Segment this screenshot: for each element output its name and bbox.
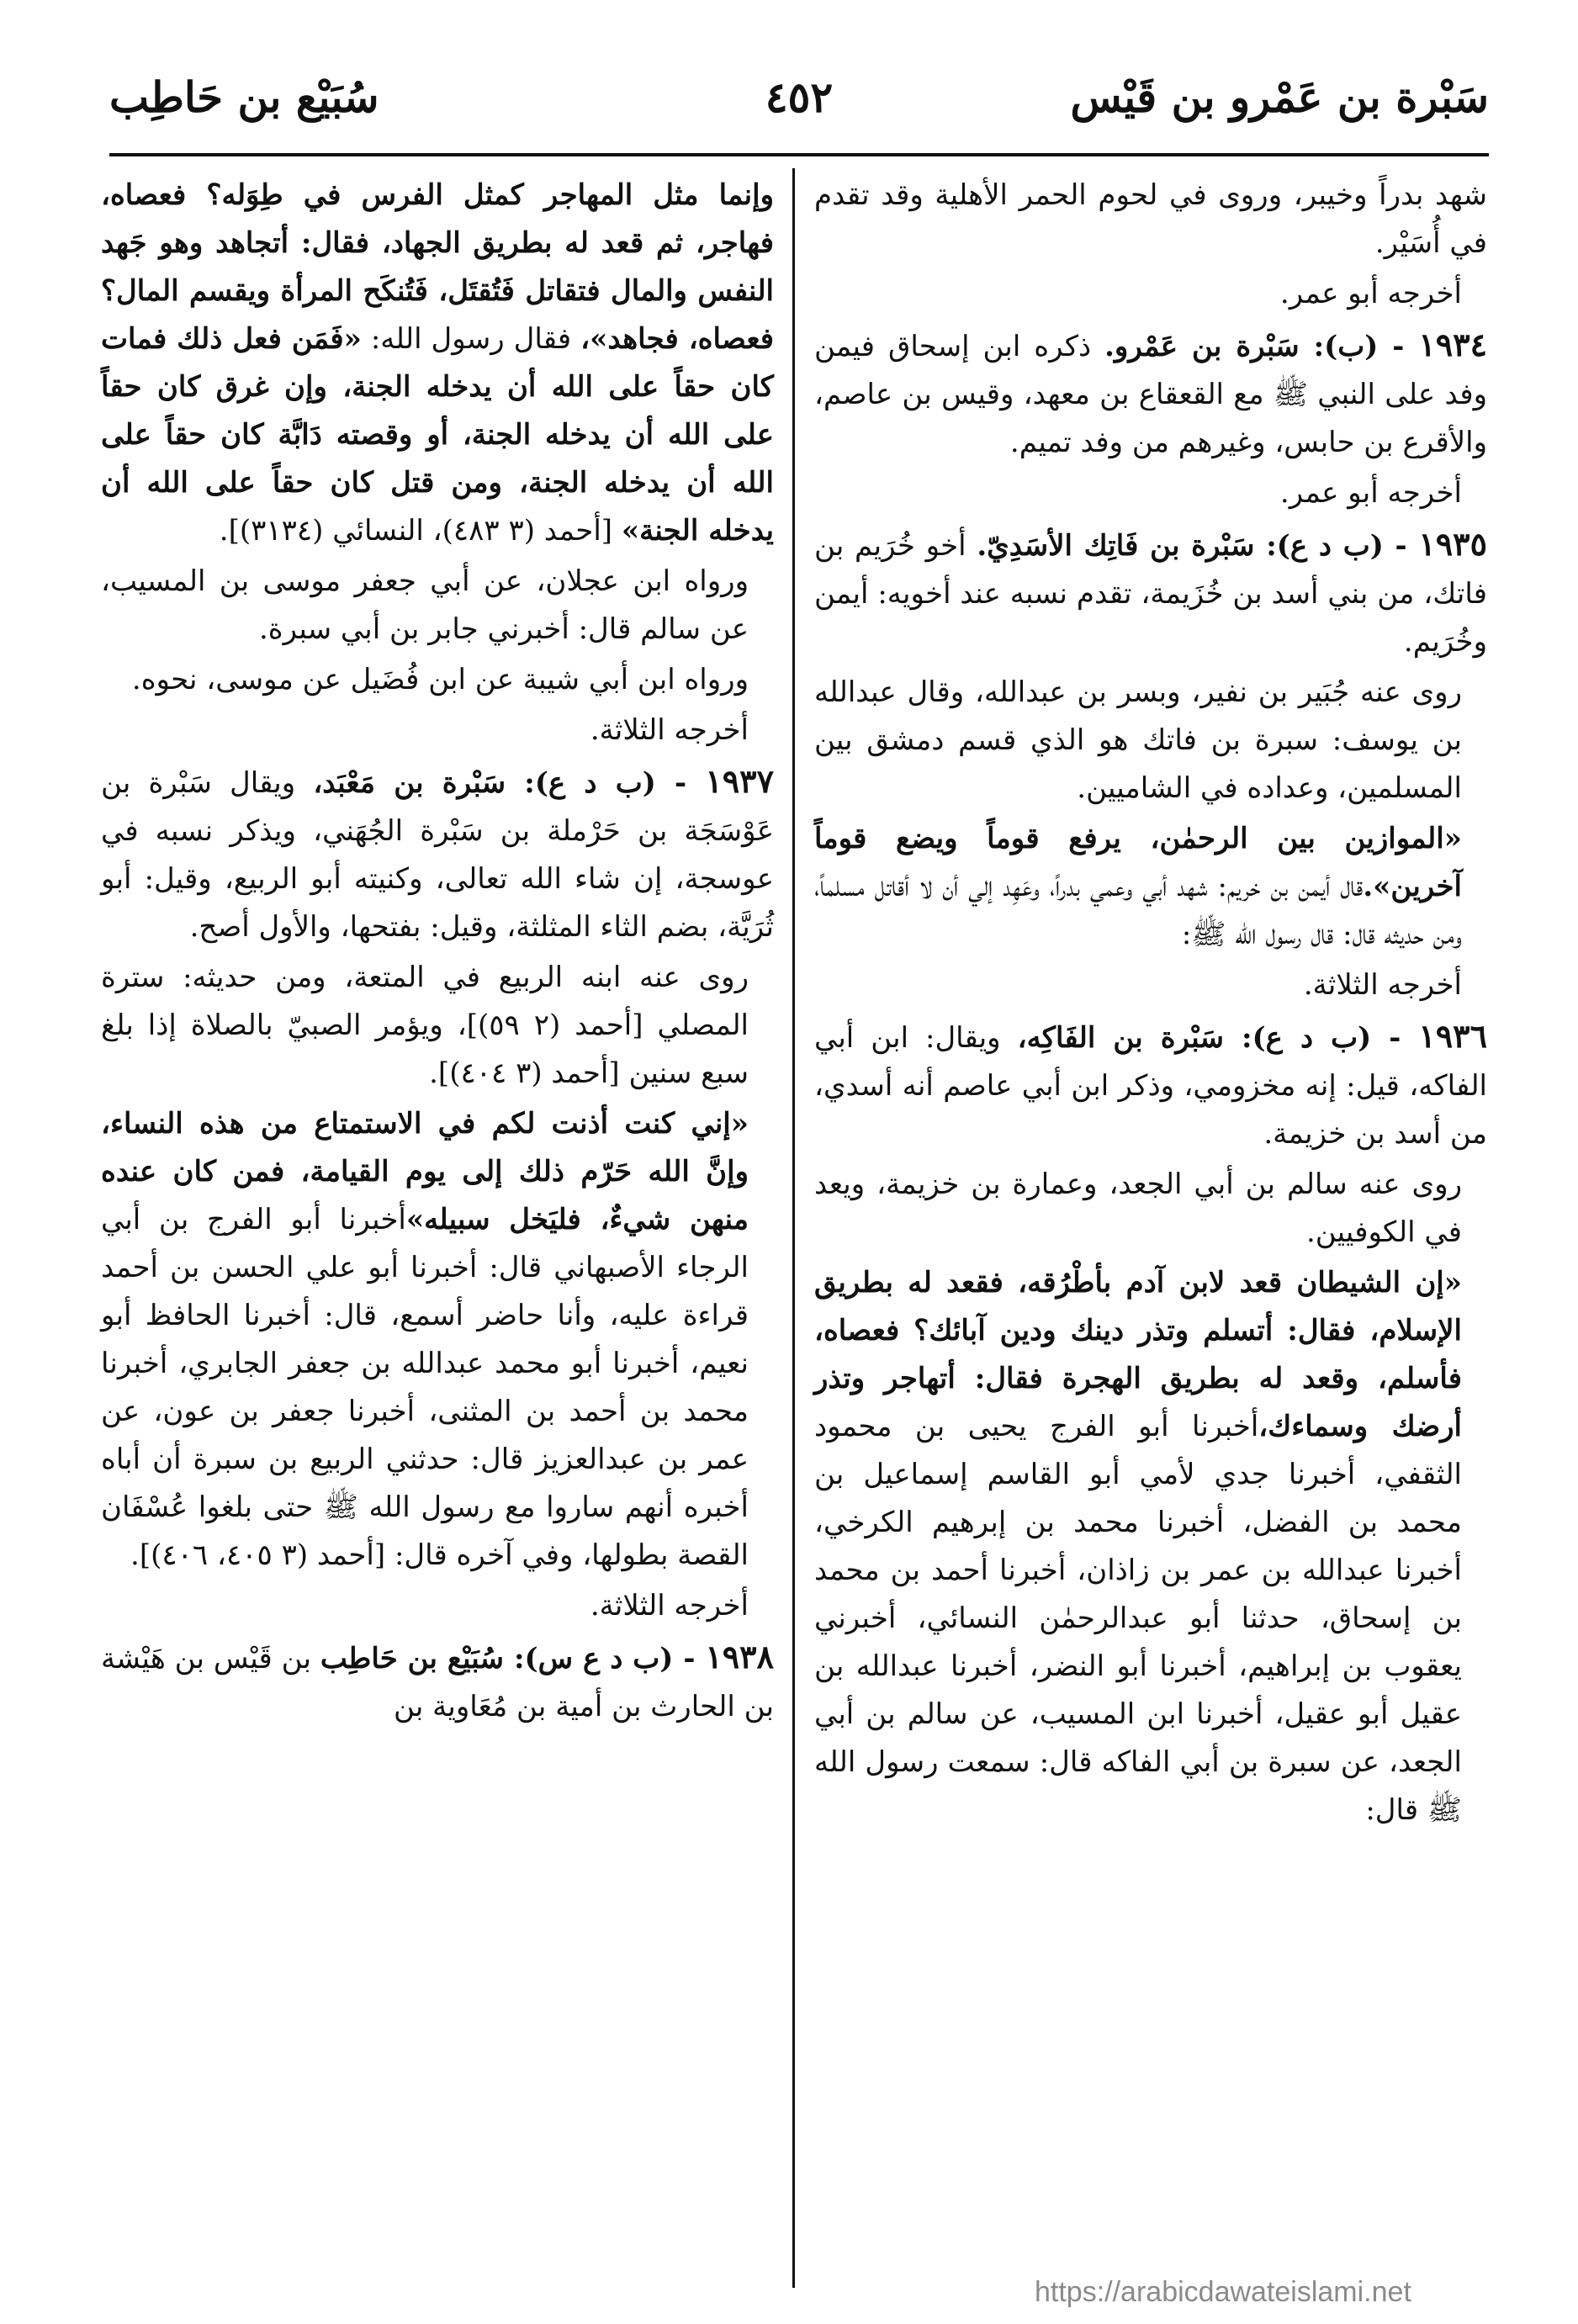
- body-text: فقال رسول الله:: [361, 322, 581, 356]
- hadith-text: «فَمَن فعل ذلك فمات كان حقاً على الله أن يدخله الجنة، وإن غرق كان حقاً على الله أن يدخله الجنة، أو وقصته دَابَّة كان حقاً على الله أن يدخله الجنة، ومن قتل كان حقاً على الله أن يدخله الجنة»: [101, 322, 774, 548]
- hadith-text: «إني كنت أذنت لكم في الاستمتاع من هذه النساء، وإنَّ الله حَرّم ذلك إلى يوم القيامة، فمن كان عنده منهن شيءٌ، فليَخل سبيله»: [101, 1107, 749, 1236]
- text-paragraph: [814, 469, 1487, 517]
- running-title-right: سَبْرة بن عَمْرو بن قَيْس: [1070, 72, 1489, 122]
- hadith-text: وإنما مثل المهاجر كمثل الفرس في طِوَله؟ فعصاه، فهاجر، ثم قعد له بطريق الجهاد، فقال: أتجاهد وهو جَهد النفس والمال فتقاتل فَتُقتَل، فَتُنكَح المرأة ويقسم المال؟ فعصاه، فجاهد»،: [101, 178, 774, 356]
- entry-heading: - (ب د ع): سَبْرة بن مَعْبَد،: [313, 766, 706, 800]
- text-paragraph: [814, 172, 1487, 267]
- running-header: [109, 66, 1489, 141]
- header-rule: [109, 153, 1489, 156]
- text-paragraph: [101, 954, 774, 1098]
- text-paragraph: [101, 1582, 774, 1630]
- body-text: أخبرنا أبو الفرج بن أبي الرجاء الأصبهاني قال: أخبرنا أبو علي الحسن بن أحمد قراءة عليه، وأنا حاضر أسمع، قال: أخبرنا الحافظ أبو نعيم، أخبرنا أبو محمد عبدالله بن جعفر الجابري، أخبرنا محمد بن أحمد بن المثنى، أخبرنا جعفر بن عون، عن عمر بن عبدالعزيز قال: حدثني الربيع بن سبرة أن أباه أخبره أنهم ساروا مع رسول الله ﷺ حتى بلغوا عُسْفَان القصة بطولها، وفي آخره قال:: [101, 1203, 749, 1572]
- left-column: [101, 172, 774, 1734]
- entry-number: ١٩٣٥: [1418, 525, 1487, 563]
- text-paragraph: [101, 656, 774, 704]
- entry-paragraph: [814, 320, 1487, 467]
- body-text: ويقال سَبْرة بن عَوْسَجَة بن حَرْملة بن سَبْرة الجُهَني، ويذكر نسبه في عوسجة، إن شاء الله تعالى، وكنيته أبو الربيع، وقيل: أبو ثُرَيَّة، بضم الثاء المثلثة، وقيل: بفتحها، والأول أصح.: [101, 766, 774, 944]
- citation-text: [أحمد (٣ ٤٠٥، ٤٠٦)].: [130, 1538, 386, 1572]
- body-text: أخو خُرَيم بن فاتك، من بني أسد بن خُزَيمة، تقدم نسبه عند أخويه: أيمن وخُرَيم.: [814, 529, 1487, 659]
- body-text: أخرجه الثلاثة.: [590, 713, 749, 747]
- entry-number: ١٩٣٧: [705, 762, 774, 800]
- entry-heading: - (ب د ع س): سُبَيْع بن حَاطِب: [320, 1642, 706, 1676]
- text-paragraph: [814, 1161, 1487, 1257]
- body-text: شهد بدراً وخيبر، وروى في لحوم الحمر الأهلية وقد تقدم في أُسَيْر.: [814, 178, 1487, 260]
- body-text: أخرجه أبو عمر.: [1279, 476, 1462, 510]
- text-paragraph: [101, 707, 774, 754]
- watermark-url: https://arabicdawateislami.net: [1035, 2276, 1411, 2308]
- entry-number: ١٩٣٨: [705, 1638, 774, 1676]
- text-paragraph: [814, 961, 1487, 1009]
- hadith-text: «الموازين بين الرحمٰن، يرفع قوماً ويضع قوماً آخرين».: [814, 822, 1462, 903]
- body-text: أخرجه الثلاثة.: [1303, 968, 1462, 1002]
- text-paragraph: [101, 172, 774, 555]
- entry-paragraph: [101, 757, 774, 951]
- citation-text: [أحمد (٣ ٤٨٣)، النسائي (٣١٣٤)].: [219, 514, 622, 548]
- running-title-left: سُبَيْع بن حَاطِب: [109, 72, 379, 122]
- entry-number: ١٩٣٦: [1418, 1017, 1487, 1055]
- entry-paragraph: [814, 520, 1487, 666]
- body-text: روى عنه ابنه الربيع في المتعة، ومن حديثه: سترة المصلي [أحمد (٢ ٥٩)]، ويؤمر الصبيّ بالصلاة إذا بلغ سبع سنين [أحمد (٣ ٤٠٤)].: [101, 961, 749, 1090]
- text-paragraph: [814, 669, 1487, 813]
- entry-heading: - (ب د ع): سَبْرة بن الفَاكِه،: [1017, 1021, 1419, 1055]
- entry-heading: - (ب): سَبْرة بن عَمْرو.: [1104, 330, 1419, 363]
- page-number: ٤٥٢: [765, 72, 834, 122]
- body-text: أخرجه أبو عمر.: [1279, 277, 1462, 310]
- text-paragraph: [101, 558, 774, 654]
- body-text: ويقال: ابن أبي الفاكه، قيل: إنه مخزومي، وذكر ابن أبي عاصم أنه أسدي، من أسد بن خزيمة.: [814, 1021, 1487, 1151]
- text-paragraph: [101, 1100, 774, 1580]
- entry-number: ١٩٣٤: [1418, 326, 1488, 363]
- text-paragraph: [814, 270, 1487, 318]
- body-text: قال أيمن بن خريم: شهد أبي وعمي بدراً، وعَهِد إلي أن لا أقاتل مسلماً، ومن حديثه قال: قال رسول الله ﷺ:: [814, 870, 1462, 951]
- column-divider: [792, 168, 795, 2288]
- body-text: ورواه ابن عجلان، عن أبي جعفر موسى بن المسيب، عن سالم قال: أخبرني جابر بن أبي سبرة.: [101, 564, 749, 646]
- text-paragraph: [814, 815, 1487, 959]
- body-text: روى عنه جُبَير بن نفير، وبسر بن عبدالله، وقال عبدالله بن يوسف: سبرة بن فاتك هو الذي قسم دمشق بين المسلمين، وعداده في الشاميين.: [814, 675, 1462, 805]
- body-text: أخرجه الثلاثة.: [590, 1589, 749, 1623]
- body-text: ورواه ابن أبي شيبة عن ابن فُضَيل عن موسى، نحوه.: [131, 663, 749, 696]
- entry-paragraph: [101, 1633, 774, 1731]
- body-text: أخبرنا أبو الفرج يحيى بن محمود الثقفي، أخبرنا جدي لأمي أبو القاسم إسماعيل بن محمد بن الفضل، أخبرنا محمد بن إبرهيم الكرخي، أخبرنا عبدالله بن عمر بن زاذان، أخبرنا أحمد بن محمد بن إسحاق، حدثنا أبو عبدالرحمٰن النسائي، أخبرني يعقوب بن إبراهيم، أخبرنا أبو النضر، أخبرنا عبدالله بن عقيل أبو عقيل، أخبرنا ابن المسيب، عن سالم بن أبي الجعد، عن سبرة بن أبي الفاكه قال: سمعت رسول الله ﷺ قال:: [814, 1410, 1462, 1827]
- body-text: بن قَيْس بن هَيْشة بن الحارث بن أمية بن مُعَاوية بن: [101, 1642, 774, 1723]
- entry-paragraph: [814, 1012, 1487, 1158]
- body-text: روى عنه سالم بن أبي الجعد، وعمارة بن خزيمة، ويعد في الكوفيين.: [814, 1167, 1462, 1249]
- hadith-text: «إن الشيطان قعد لابن آدم بأطْرُقه، فقعد له بطريق الإسلام، فقال: أتسلم وتذر دينك ودين آبائك؟ فعصاه، فأسلم، وقعد له بطريق الهجرة فقال: أتهاجر وتذر أرضك وسماءك،: [814, 1266, 1462, 1443]
- entry-heading: - (ب د ع): سَبْرة بن فَاتِك الأسَدِيّ.: [977, 529, 1419, 563]
- body-text: ذكره ابن إسحاق فيمن وفد على النبي ﷺ مع القعقاع بن معهد، وقيس بن عاصم، والأقرع بن حابس، وغيرهم من وفد تميم.: [814, 330, 1487, 459]
- text-paragraph: [814, 1259, 1487, 1834]
- right-column: [814, 172, 1487, 1837]
